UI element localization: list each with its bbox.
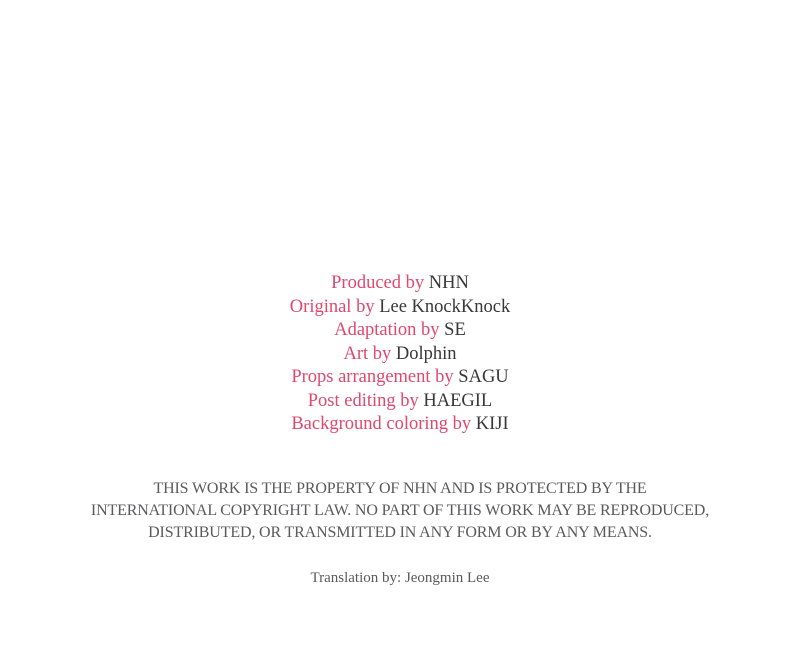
- copyright-line: DISTRIBUTED, OR TRANSMITTED IN ANY FORM OR BY ANY MEANS.: [148, 524, 652, 541]
- credit-line-adaptation: [0, 319, 800, 343]
- copyright-line: INTERNATIONAL COPYRIGHT LAW. NO PART OF THIS WORK MAY BE REPRODUCED,: [90, 502, 710, 519]
- copyright-notice: [0, 478, 800, 544]
- credit-line-props: [0, 366, 800, 390]
- credit-name: Lee KnockKnock: [379, 296, 511, 317]
- credit-line-post-editing: [0, 390, 800, 414]
- credit-role: Art by: [343, 343, 392, 364]
- credit-role: Post editing by: [307, 390, 419, 411]
- credits-block: [0, 272, 800, 437]
- credit-line-produced: [0, 272, 800, 296]
- credit-line-art: [0, 343, 800, 367]
- credit-name: SE: [444, 320, 466, 340]
- credit-name: NHN: [428, 273, 469, 293]
- credit-role: Produced by: [331, 273, 425, 293]
- credit-role: Props arrangement by: [291, 367, 454, 387]
- credit-role: Adaptation by: [334, 320, 440, 340]
- credit-name: HAEGIL: [423, 390, 493, 411]
- credit-role: Background coloring by: [291, 414, 472, 434]
- credit-line-background-coloring: [0, 413, 800, 437]
- credit-name: Dolphin: [395, 343, 457, 364]
- translation-credit: Translation by: Jeongmin Lee: [310, 570, 490, 586]
- credit-role: Original by: [289, 296, 375, 317]
- credit-name: SAGU: [458, 367, 509, 387]
- copyright-line: THIS WORK IS THE PROPERTY OF NHN AND IS PROTECTED BY THE: [153, 480, 647, 497]
- credit-line-original: [0, 296, 800, 320]
- credit-name: KIJI: [475, 414, 509, 434]
